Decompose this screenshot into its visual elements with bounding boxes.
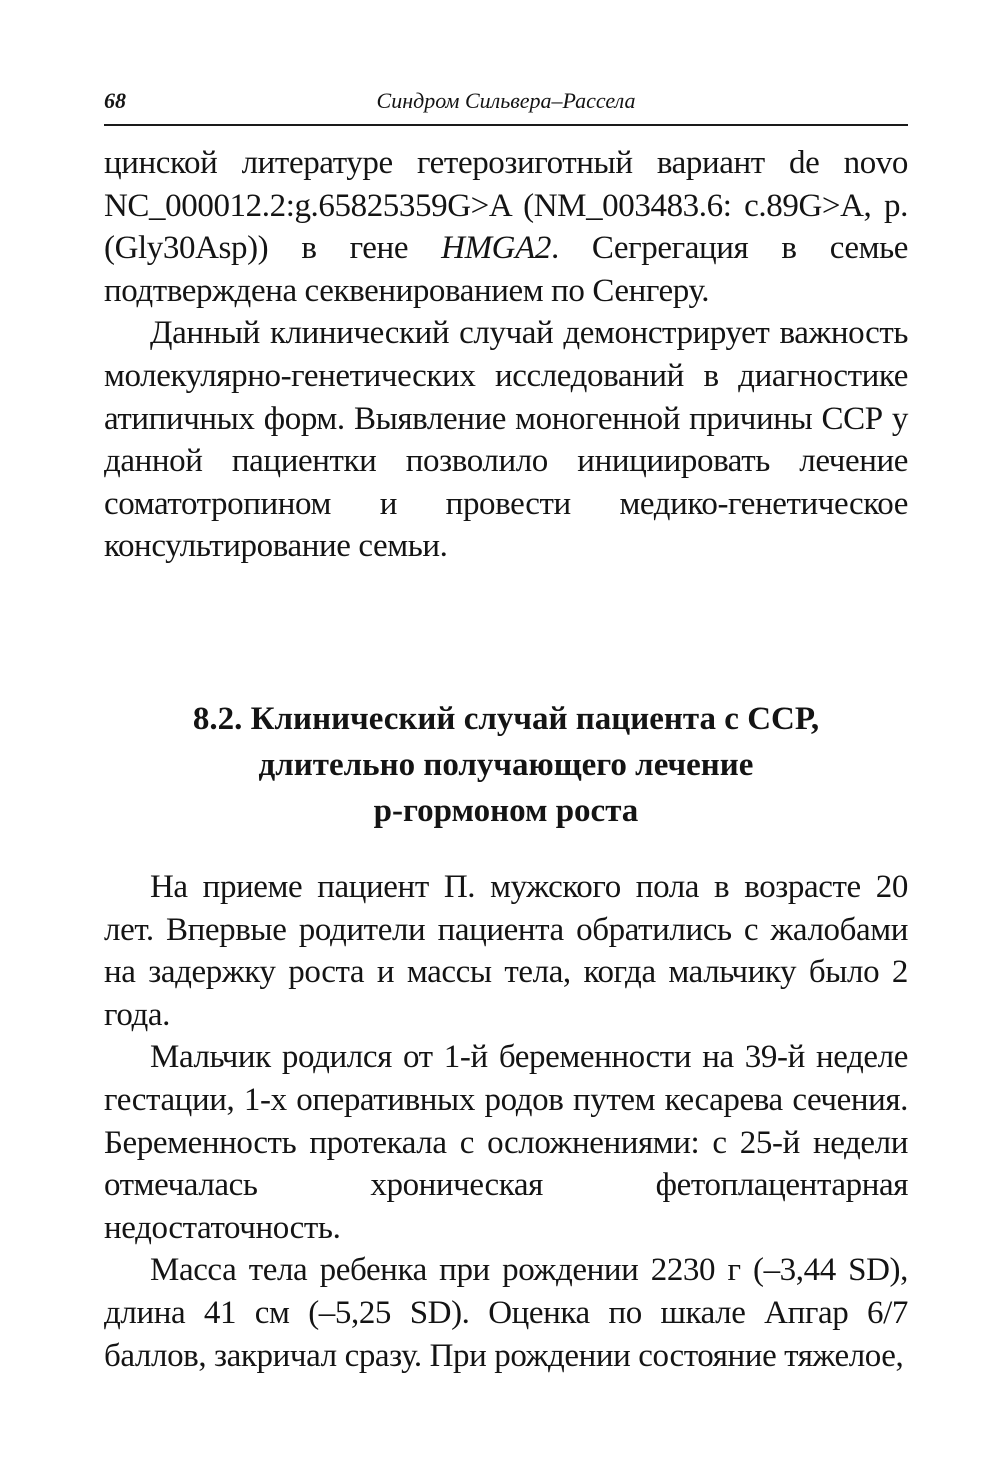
paragraph-birth-history: Мальчик родился от 1-й беременности на 39-й неделе гестации, 1-х оперативных родов путем кесарева сечения. Беременность протекала с осложнениями: с 25-й недели отмечалась хроническая фетоплацентарная недостаточность. xyxy=(104,1039,908,1246)
section-heading xyxy=(104,696,908,834)
gene-name: HMGA2 xyxy=(441,230,551,267)
continuation-text-end: . Сегрегация в семье подтверждена секвенированием по Сенгеру. xyxy=(104,230,908,309)
paragraph-birth-parameters: Масса тела ребенка при рождении 2230 г (–3,44 SD), длина 41 см (–5,25 SD). Оценка по шкале Апгар 6/7 баллов, закричал сразу. При рождении состояние тяжелое, xyxy=(104,1252,908,1374)
section-heading-line-2: длительно получающего лечение xyxy=(258,747,754,783)
page-number: 68 xyxy=(104,88,126,113)
section-heading-line-3: р-гормоном роста xyxy=(373,793,639,829)
continuation-text: цинской литературе гетерозиготный вариант de novo NC_000012.2:g.65825359G>A (NM_003483.6: c.89G>A, p.(Gly30Asp)) в гене xyxy=(104,145,908,267)
paragraph-patient-intro: На приеме пациент П. мужского пола в возрасте 20 лет. Впервые родители пациента обратились с жалобами на задержку роста и массы тела, когда мальчику было 2 года. xyxy=(104,869,908,1033)
running-title: Синдром Сильвера–Рассела xyxy=(376,88,636,113)
paragraph-continuation xyxy=(104,142,908,312)
section-heading-line-1: 8.2. Клинический случай пациента с ССР, xyxy=(192,701,820,737)
text-block-bottom xyxy=(104,866,908,1377)
paragraph-conclusion: Данный клинический случай демонстрирует важность молекулярно-генетических исследований в диагностике атипичных форм. Выявление моногенной причины ССР у данной пациентки позволило инициировать лечение соматотропином и провести медико-генетическое консультирование семьи. xyxy=(104,315,908,565)
page-header xyxy=(104,88,908,126)
text-block-top xyxy=(104,142,908,568)
